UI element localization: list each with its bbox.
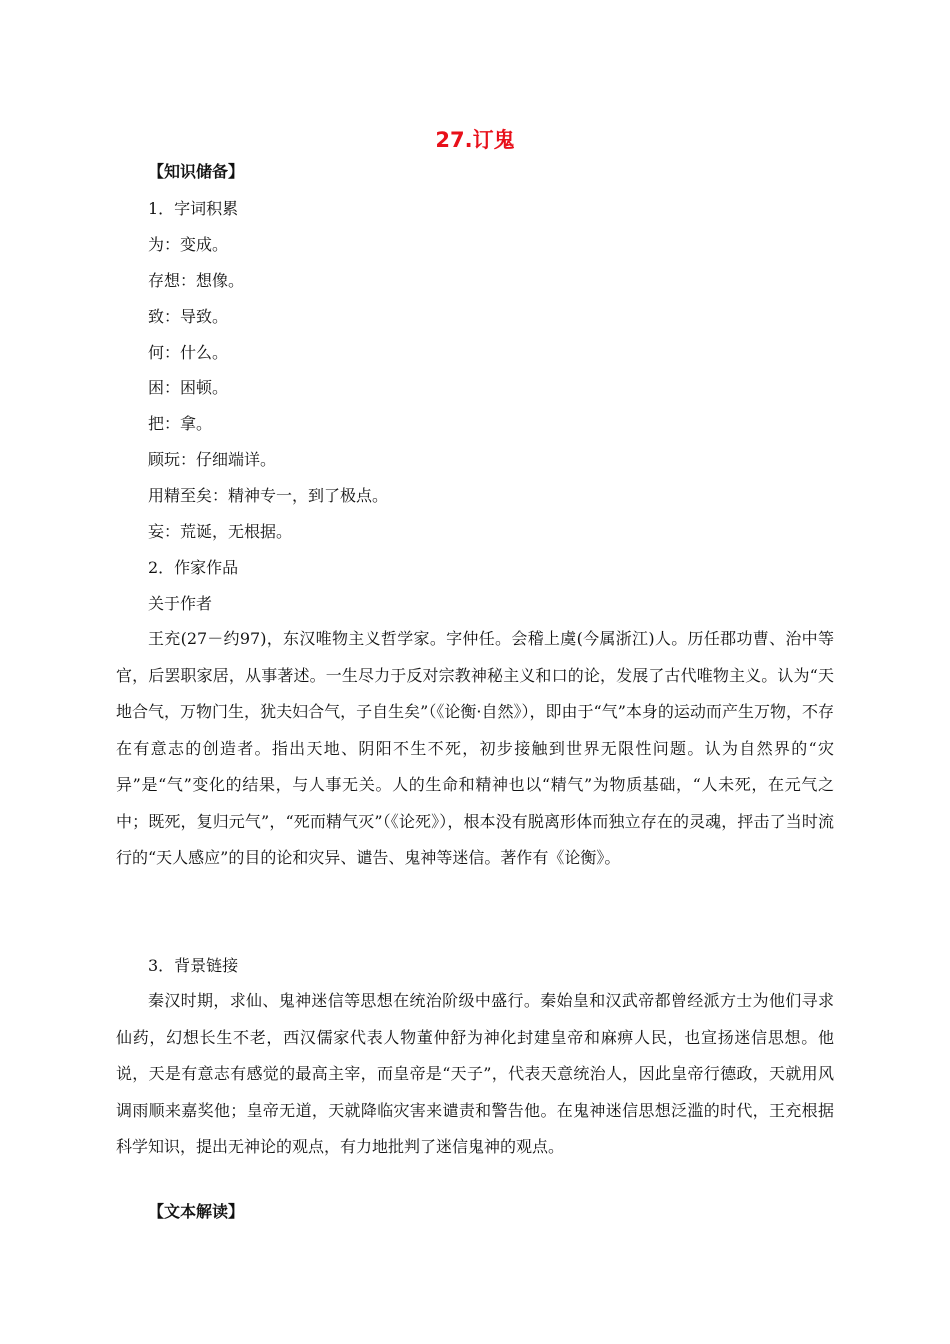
author-paragraph (116, 621, 834, 877)
vocab-item: 困：困顿。 (148, 378, 229, 397)
section-heading-reading: 【文本解读】 (148, 1202, 245, 1221)
author-heading: 关于作者 (148, 594, 213, 613)
vocab-item: 妄：荒诞，无根据。 (148, 522, 293, 541)
author-text: 王充(27－约97)，东汉唯物主义哲学家。字仲任。会稽上虞(今属浙江)人。历任郡功曹、治中等官，后罢职家居，从事著述。一生尽力于反对宗教神秘主义和口的论，发展了古代唯物主义。认为“天地合气，万物门生，犹夫妇合气，子自生矣”（《论衡·自然》），即由于“气”本身的运动而产生万物，不存在有意志的创造者。指出天地、阴阳不生不死，初步接触到世界无限性问题。认为自然界的“灾异”是“气”变化的结果，与人事无关。人的生命和精神也以“精气”为物质基础，“人未死，在元气之中；既死，复归元气”，“死而精气灭”（《论死》），根本没有脱离形体而独立存在的灵魂，抨击了当时流行的“天人感应”的目的论和灾异、谴告、鬼神等迷信。著作有《论衡》。 (116, 629, 834, 867)
vocab-item: 把：拿。 (148, 414, 213, 433)
vocab-heading: 1．字词积累 (148, 199, 239, 218)
vocab-item: 顾玩：仔细端详。 (148, 450, 277, 469)
page-title: 27.订鬼 (435, 128, 515, 152)
works-heading: 2．作家作品 (148, 558, 239, 577)
vocab-item: 用精至矣：精神专一，到了极点。 (148, 486, 389, 505)
section-heading-knowledge: 【知识储备】 (148, 162, 245, 181)
background-heading: 3．背景链接 (148, 956, 239, 975)
background-paragraph (116, 983, 834, 1166)
background-text: 秦汉时期，求仙、鬼神迷信等思想在统治阶级中盛行。秦始皇和汉武帝都曾经派方士为他们寻求仙药，幻想长生不老，西汉儒家代表人物董仲舒为神化封建皇帝和麻痹人民，也宣扬迷信思想。他说，天是有意志有感觉的最高主宰，而皇帝是“天子”，代表天意统治人，因此皇帝行德政，天就用风调雨顺来嘉奖他；皇帝无道，天就降临灾害来谴责和警告他。在鬼神迷信思想泛滥的时代，王充根据科学知识，提出无神论的观点，有力地批判了迷信鬼神的观点。 (116, 991, 834, 1156)
vocab-item: 存想：想像。 (148, 271, 245, 290)
vocab-item: 为：变成。 (148, 235, 229, 254)
vocab-item: 何：什么。 (148, 343, 229, 362)
vocab-item: 致：导致。 (148, 307, 229, 326)
